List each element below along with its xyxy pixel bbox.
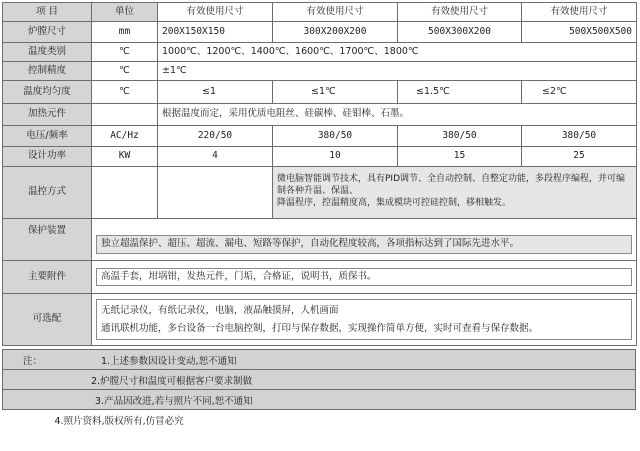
row-voltage <box>3 126 637 147</box>
power-unit: KW <box>92 147 158 167</box>
row-chamber-size <box>3 22 637 43</box>
uniformity-1: ≤1 <box>158 81 273 104</box>
row-uniformity <box>3 81 637 104</box>
temp-control-unit <box>92 167 158 219</box>
note-row-2 <box>3 370 636 390</box>
accessories-label: 主要附件 <box>3 261 92 294</box>
temp-control-label: 温控方式 <box>3 167 92 219</box>
accessories-cell <box>92 261 637 294</box>
temp-type-unit: ℃ <box>92 43 158 62</box>
uniformity-unit: ℃ <box>92 81 158 104</box>
temp-control-line-2: 降温程序，控温精度高，集成模块可控硅控制，移相触发。 <box>277 198 512 209</box>
uniformity-3: ≤1.5℃ <box>398 81 522 104</box>
row-protection <box>3 219 637 261</box>
note-4: 4.照片资料,版权所有,仿冒必究 <box>54 415 184 427</box>
uniformity-4: ≤2℃ <box>522 81 637 104</box>
temp-type-label: 温度类别 <box>3 43 92 62</box>
header-col-3: 有效使用尺寸 <box>398 3 522 22</box>
control-precision-label: 控制精度 <box>3 62 92 81</box>
accessories-value: 高温手套，坩埚钳，发热元件，门垢，合格证，说明书，质保书。 <box>96 268 632 287</box>
protection-cell <box>92 219 637 261</box>
row-temp-type <box>3 43 637 62</box>
note-1-cell <box>3 350 636 370</box>
header-col-1: 有效使用尺寸 <box>158 3 273 22</box>
chamber-size-label: 炉膛尺寸 <box>3 22 92 43</box>
voltage-3: 380/50 <box>398 126 522 147</box>
voltage-1: 220/50 <box>158 126 273 147</box>
notes-label: 注： <box>23 355 43 367</box>
note-2: 2.炉膛尺寸和温度可根据客户要求制做 <box>3 370 636 390</box>
control-precision-unit: ℃ <box>92 62 158 81</box>
temp-control-line-1: 微电脑智能调节技术，具有PID调节、全自动控制、自整定功能，多段程序编程，并可编制各种升温、保温、 <box>277 174 626 197</box>
temp-control-value <box>273 167 637 219</box>
row-optional <box>3 294 637 346</box>
chamber-size-unit: mm <box>92 22 158 43</box>
row-power <box>3 147 637 167</box>
row-temp-control <box>3 167 637 219</box>
heating-element-value: 根据温度而定，采用优质电阻丝、硅碳棒、硅钼棒、石墨。 <box>158 104 637 126</box>
header-col-2: 有效使用尺寸 <box>273 3 398 22</box>
chamber-size-1: 200X150X150 <box>158 22 273 43</box>
power-label: 设计功率 <box>3 147 92 167</box>
protection-label: 保护装置 <box>3 219 92 261</box>
voltage-unit: AC/Hz <box>92 126 158 147</box>
header-row <box>3 3 637 22</box>
header-unit: 单位 <box>92 3 158 22</box>
row-heating-element <box>3 104 637 126</box>
temp-control-left-blank <box>158 167 273 219</box>
note-row-4 <box>3 410 636 430</box>
spec-table <box>2 2 637 346</box>
protection-value: 独立超温保护、超压、超流、漏电、短路等保护，自动化程度较高，各项指标达到了国际先进水平。 <box>96 235 632 254</box>
optional-cell <box>92 294 637 346</box>
temp-type-value: 1000℃、1200℃、1400℃、1600℃、1700℃、1800℃ <box>158 43 637 62</box>
power-4: 25 <box>522 147 637 167</box>
voltage-2: 380/50 <box>273 126 398 147</box>
heating-element-label: 加热元件 <box>3 104 92 126</box>
heating-element-unit <box>92 104 158 126</box>
power-1: 4 <box>158 147 273 167</box>
chamber-size-4: 500X500X500 <box>522 22 637 43</box>
chamber-size-2: 300X200X200 <box>273 22 398 43</box>
note-3: 3.产品因改进,若与照片不同,恕不通知 <box>3 390 636 410</box>
voltage-label: 电压/频率 <box>3 126 92 147</box>
row-control-precision <box>3 62 637 81</box>
notes-table <box>2 349 636 429</box>
uniformity-2: ≤1℃ <box>273 81 398 104</box>
voltage-4: 380/50 <box>522 126 637 147</box>
note-row-3 <box>3 390 636 410</box>
note-row-1 <box>3 350 636 370</box>
header-col-4: 有效使用尺寸 <box>522 3 637 22</box>
optional-label: 可选配 <box>3 294 92 346</box>
control-precision-value: ±1℃ <box>158 62 637 81</box>
uniformity-label: 温度均匀度 <box>3 81 92 104</box>
power-2: 10 <box>273 147 398 167</box>
optional-line-1: 无纸记录仪，有纸记录仪，电脑，液晶触摸屏，人机画面 <box>101 305 339 317</box>
note-1: 1.上述参数因设计变动,恕不通知 <box>101 355 237 367</box>
optional-value <box>96 299 632 339</box>
power-3: 15 <box>398 147 522 167</box>
optional-line-2: 通讯联机功能，多台设备一台电脑控制，打印与保存数据，实现操作简单方便，实时可查看与保存数据。 <box>101 322 539 334</box>
row-accessories <box>3 261 637 294</box>
header-item: 项 目 <box>3 3 92 22</box>
chamber-size-3: 500X300X200 <box>398 22 522 43</box>
